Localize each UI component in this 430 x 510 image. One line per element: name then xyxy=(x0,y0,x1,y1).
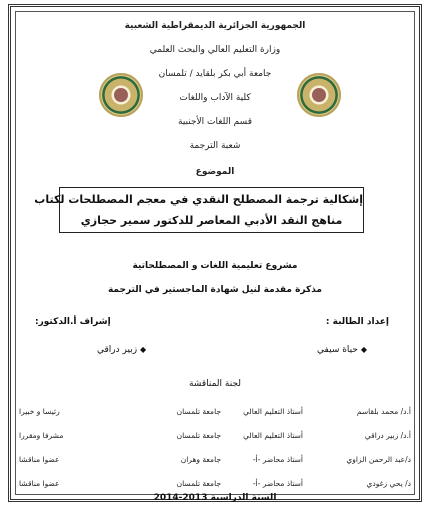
ministry-line: وزارة التعليم العالي والبحث العلمي xyxy=(149,45,281,55)
republic-line: الجمهورية الجزائرية الديمقراطية الشعبية xyxy=(124,21,306,31)
member-rank: أستاذ التعليم العالي xyxy=(243,407,303,416)
diamond-bullet-icon: ◆ xyxy=(360,345,367,354)
member-rank: أستاذ التعليم العالي xyxy=(243,431,303,440)
committee-row xyxy=(19,455,411,467)
document-page xyxy=(8,4,422,502)
committee-row xyxy=(19,407,411,419)
committee-title: لجنة المناقشة xyxy=(188,379,241,389)
department-line: قسم اللغات الأجنبية xyxy=(178,117,252,127)
supervisor-name: زبير دراقي xyxy=(97,345,138,355)
faculty-line: كلية الآداب واللغات xyxy=(179,93,251,103)
member-university: جامعة تلمسان xyxy=(176,407,221,416)
memo-line: مذكرة مقدمة لنيل شهادة الماجستير في الترجمة xyxy=(107,285,323,295)
member-name: د/ يحي زغودي xyxy=(366,479,411,488)
university-line: جامعة أبي بكر بلقايد / تلمسان xyxy=(158,69,272,79)
member-role: عضوا مناقشا xyxy=(19,479,60,488)
member-name: أ.د/ محمد بلقاسم xyxy=(356,407,411,416)
student-name-row xyxy=(317,345,367,355)
topic-label: الموضوع xyxy=(195,167,235,177)
supervisor-label: إشراف أ.الدكتور: xyxy=(35,317,111,327)
member-university: جامعة تلمسان xyxy=(176,431,221,440)
member-rank: أستاذ محاضر -أ- xyxy=(252,479,303,488)
member-rank: أستاذ محاضر -أ- xyxy=(252,455,303,464)
committee-row xyxy=(19,431,411,443)
member-university: جامعة تلمسان xyxy=(176,479,221,488)
member-name: د/عبد الرحمن الزاوي xyxy=(346,455,411,464)
member-university: جامعة وهران xyxy=(180,455,221,464)
supervisor-name-row xyxy=(97,345,146,355)
student-label: إعداد الطالبة : xyxy=(325,317,389,327)
section-line: شعبة الترجمة xyxy=(189,141,241,151)
thesis-title-line-2: مناهج النقد الأدبي المعاصر للدكتور سمير حجازي xyxy=(80,214,343,227)
committee-row xyxy=(19,479,411,491)
member-role: رئيسا و خبيرا xyxy=(19,407,60,416)
thesis-title-box xyxy=(34,187,364,233)
member-name: أ.د/ زبير دراقي xyxy=(364,431,411,440)
academic-year: السنة الدراسية 2013-2014 xyxy=(153,493,277,503)
project-line: مشروع تعليمية اللغات و المصطلحاتية xyxy=(132,261,298,271)
inner-border xyxy=(15,11,415,495)
diamond-bullet-icon: ◆ xyxy=(139,345,147,354)
member-role: مشرفا ومقررا xyxy=(19,431,64,440)
student-name: حياة سيفي xyxy=(317,345,358,355)
member-role: عضوا مناقشا xyxy=(19,455,60,464)
thesis-title-line-1: إشكالية ترجمة المصطلح النقدي في معجم المصطلحات لكتاب xyxy=(34,193,363,206)
